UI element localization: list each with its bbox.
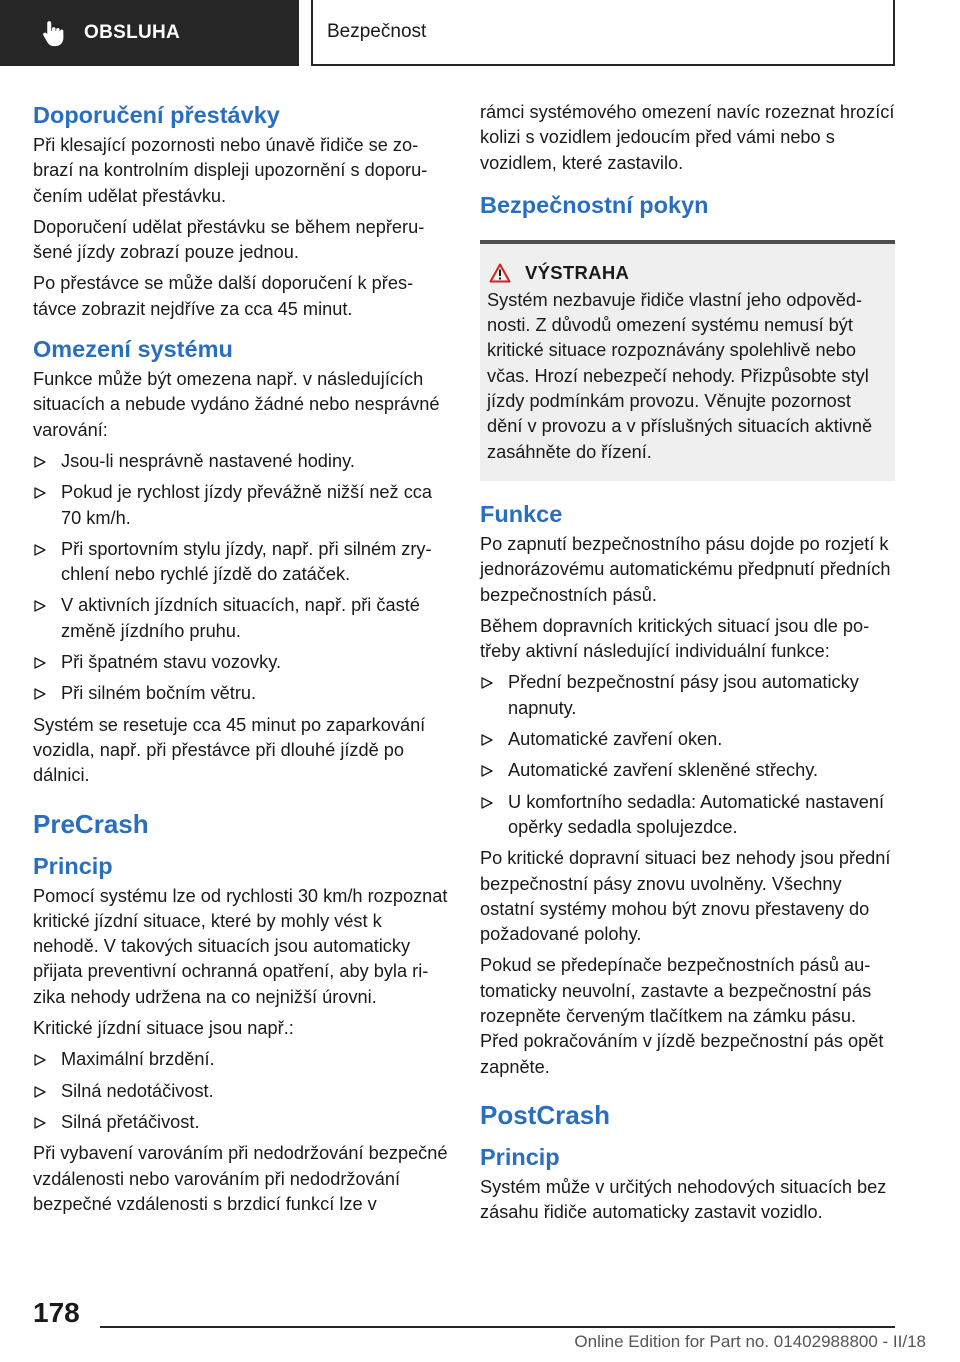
left-column (33, 100, 448, 1223)
paragraph: Během dopravních kritických situací jsou dle potřeby aktivní následující individuální funkce: (480, 615, 870, 662)
triangle-bullet-icon (33, 1053, 47, 1067)
section-title: OBSLUHA (84, 22, 181, 43)
page-number: 178 (33, 1297, 80, 1328)
triangle-bullet-icon (33, 687, 47, 701)
footer-divider (100, 1326, 895, 1328)
triangle-bullet-icon (33, 656, 47, 670)
list-item: Automatické zavření oken. (480, 727, 895, 752)
list-item: Při špatném stavu vozovky. (33, 650, 448, 675)
heading-function: Funkce (480, 500, 563, 527)
warning-box (480, 240, 895, 481)
paragraph: Při vybavení varováním při nedodržování bezpečné vzdálenosti nebo varováním při nedodržování bezpečné vzdálenosti s brzdicí funkcí lze v (33, 1143, 448, 1214)
triangle-bullet-icon (480, 733, 494, 747)
list-item: U komfortního sedadla: Automatické nastavení opěrky sedadla spolujezdce. (480, 790, 895, 841)
paragraph: Systém může v určitých nehodových situacích bez zásahu řidiče automaticky zastavit vozidlo. (480, 1176, 887, 1223)
paragraph: Při klesající pozornosti nebo únavě řidiče se zobrazí na kontrolním displeji upozornění s doporučením udělat přestávku. (33, 135, 428, 206)
triangle-bullet-icon (33, 1116, 47, 1130)
list-item: Jsou-li nesprávně nastavené hodiny. (33, 449, 448, 474)
topic-title: Bezpečnost (327, 21, 427, 42)
list-item: Pokud je rychlost jízdy převážně nižší než cca 70 km/h. (33, 480, 448, 531)
paragraph: Po zapnutí bezpečnostního pásu dojde po rozjetí k jednorázovému automatickému předpnutí předních bezpečnostních pásů. (480, 533, 891, 605)
bullet-list (33, 1047, 448, 1135)
heading-precrash: PreCrash (33, 808, 149, 839)
list-item: Silná přetáčivost. (33, 1110, 448, 1135)
heading-safety-note: Bezpečnostní pokyn (480, 191, 709, 218)
heading-system-limits: Omezení systému (33, 336, 233, 363)
paragraph: Funkce může být omezena např. v následujících situacích a nebude vydáno žádné nebo nesprávné varování: (33, 369, 440, 440)
triangle-bullet-icon (33, 486, 47, 500)
paragraph: Doporučení udělat přestávku se během nepřerušené jízdy zobrazí pouze jednou. (33, 216, 425, 263)
header-topic-tab (311, 0, 895, 66)
paragraph: Pokud se předepínače bezpečnostních pásů automaticky neuvolní, zastavte a bezpečnostní pás rozepněte červeným tlačítkem na zámku pásu. Před pokračováním v jízdě bezpečnostní pás opět zapněte. (480, 955, 884, 1077)
paragraph: Systém se resetuje cca 45 minut po zaparkování vozidla, např. při přestávce při dlouhé jízdě po dálnici. (33, 714, 426, 786)
bullet-list (480, 670, 895, 840)
heading-break-recommendation: Doporučení přestávky (33, 102, 280, 128)
list-item: Při sportovním stylu jízdy, např. při silném zrychlení nebo rychlé jízdě do zatáček. (33, 537, 448, 588)
heading-principle: Princip (480, 1143, 560, 1170)
paragraph: rámci systémového omezení navíc rozeznat hrozící kolizi s vozidlem jedoucím před vámi nebo s vozidlem, které zastavilo. (480, 102, 895, 173)
warning-header (487, 262, 887, 284)
triangle-bullet-icon (480, 676, 494, 690)
warning-title: VÝSTRAHA (525, 261, 630, 283)
paragraph: Po kritické dopravní situaci bez nehody jsou přední bezpečnostní pásy znovu uvolněny. Všechny ostatní systémy mohou být znovu přestaveny do požadované polohy. (480, 848, 891, 945)
triangle-bullet-icon (33, 599, 47, 613)
heading-principle: Princip (33, 852, 113, 879)
list-item: Automatické zavření skleněné střechy. (480, 758, 895, 783)
triangle-bullet-icon (33, 1085, 47, 1099)
heading-postcrash: PostCrash (480, 1099, 611, 1130)
list-item: Silná nedotáčivost. (33, 1079, 448, 1104)
triangle-bullet-icon (33, 455, 47, 469)
triangle-bullet-icon (33, 543, 47, 557)
warning-triangle-icon (489, 263, 511, 283)
warning-text: Systém nezbavuje řidiče vlastní jeho odpovědnosti. Z důvodů omezení systému nemusí být kritické situace rozpoznávány spolehlivě nebo včas. Hrozí nebezpečí nehody. Přizpůsobte styl jízdy podmínkám provozu. Věnujte pozornost dění v provozu a v příslušných situacích aktivně zasáhněte do řízení. (487, 289, 873, 462)
list-item: V aktivních jízdních situacích, např. při časté změně jízdního pruhu. (33, 593, 448, 644)
triangle-bullet-icon (480, 764, 494, 778)
bullet-list (33, 449, 448, 707)
list-item: Při silném bočním větru. (33, 681, 448, 706)
paragraph: Kritické jízdní situace jsou např.: (33, 1018, 294, 1039)
right-column (480, 100, 895, 1232)
paragraph: Pomocí systému lze od rychlosti 30 km/h rozpoznat kritické jízdní situace, které by mohly vést k nehodě. V takových situacích jsou automaticky přijata preventivní ochranná opatření, aby byla rizika nehody udržena na co nejnižší úrovni. (33, 885, 448, 1007)
triangle-bullet-icon (480, 796, 494, 810)
list-item: Maximální brzdění. (33, 1047, 448, 1072)
list-item: Přední bezpečnostní pásy jsou automaticky napnuty. (480, 670, 895, 721)
header-section-tab (0, 0, 299, 66)
edition-note: Online Edition for Part no. 01402988800 - II/18 (574, 1332, 926, 1351)
hand-pointer-icon (38, 18, 68, 48)
paragraph: Po přestávce se může další doporučení k přestávce zobrazit nejdříve za cca 45 minut. (33, 273, 414, 319)
